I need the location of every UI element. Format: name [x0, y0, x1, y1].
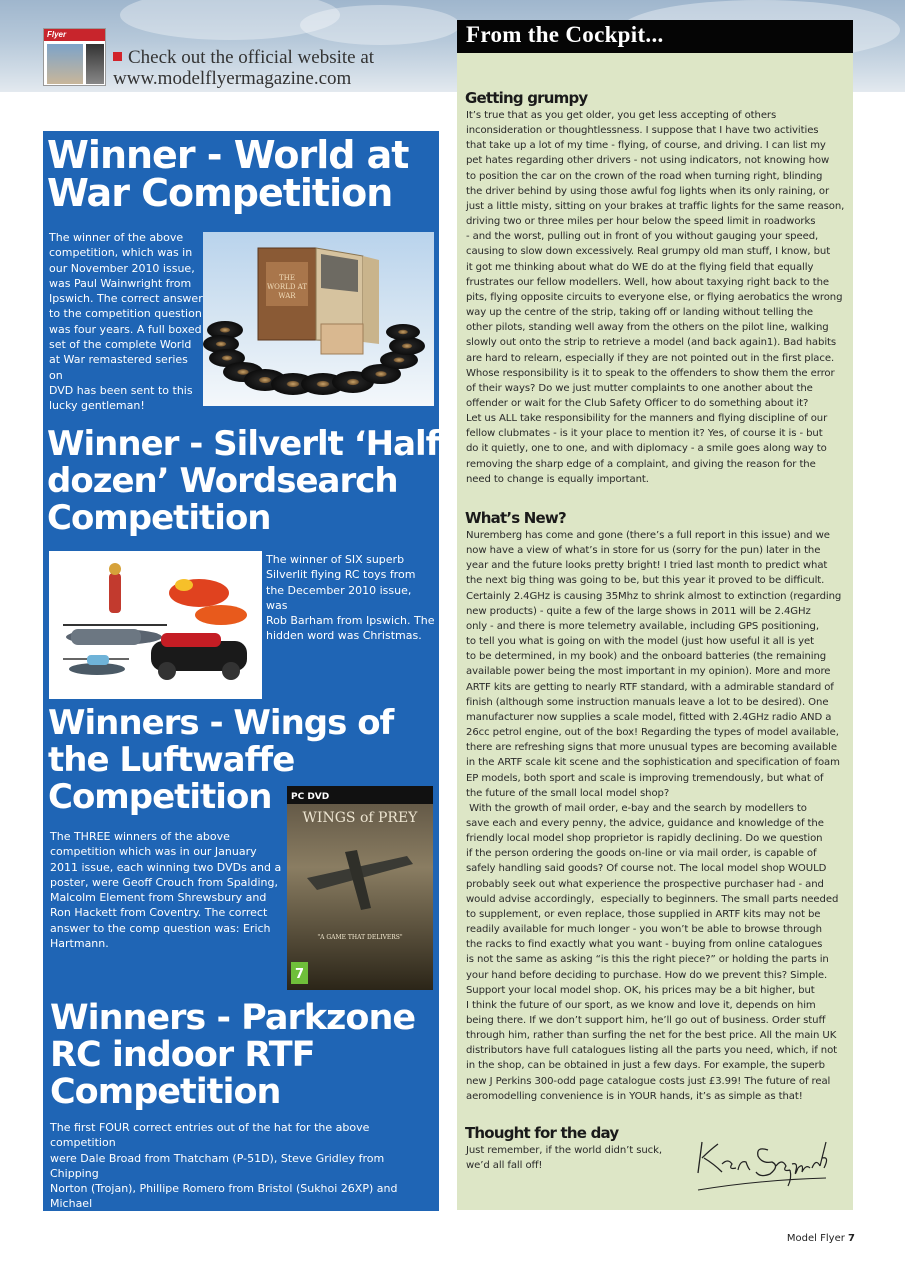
- winner2-body-line: Silverlit flying RC toys from: [266, 568, 416, 582]
- wings-of-prey-cover-image: [287, 786, 433, 990]
- age-rating: 7: [294, 967, 305, 982]
- winner2-body-line: hidden word was Christmas.: [266, 629, 422, 643]
- section-heading-getting-grumpy: Getting grumpy: [465, 89, 588, 107]
- silverlit-toys-image: [49, 551, 262, 699]
- winner4-title-line: RC indoor RTF: [50, 1035, 315, 1075]
- winner2-title-line: dozen’ Wordsearch: [47, 461, 398, 501]
- winner2-body-line: the December 2010 issue, was: [266, 583, 412, 612]
- winner4-body-line: Hudlass from Chichester (Beast). The correct answer to the competition: [50, 1212, 377, 1242]
- winner3-body: [50, 829, 290, 951]
- winner1-body-line: was Paul Wainwright from: [49, 276, 192, 290]
- winner2-title-line: Competition: [47, 498, 271, 538]
- winner3-body-line: Ron Hackett from Coventry. The correct: [50, 906, 268, 920]
- winner1-title-line: War Competition: [47, 171, 393, 215]
- winner1-body-line: competition, which was in: [49, 246, 193, 260]
- winner4-body-line: Norton (Trojan), Phillipe Romero from Bristol (Sukhoi 26XP) and Michael: [50, 1182, 398, 1211]
- winner4-body: [50, 1120, 436, 1258]
- winner1-title-line: Winner - World at: [47, 133, 409, 177]
- winner3-body-line: poster, were Geoff Crouch from Spalding,: [50, 875, 278, 889]
- winner4-title-line: Winners - Parkzone: [50, 998, 416, 1038]
- winner1-body-line: DVD has been sent to this: [49, 383, 193, 397]
- page-folio: [770, 1233, 855, 1244]
- winner1-body-line: to the competition question: [49, 307, 202, 321]
- thumbnail-sidebar: [86, 44, 104, 84]
- box-title-text: THE: [279, 274, 295, 282]
- winner4-title: [50, 1000, 415, 1111]
- website-promo-line: Check out the official website at: [128, 47, 375, 68]
- website-url[interactable]: www.modelflyermagazine.com: [113, 68, 352, 89]
- winner2-body: [266, 552, 436, 644]
- winner1-body-line: Ipswich. The correct answer: [49, 292, 203, 306]
- winner4-body-line: The first FOUR correct entries out of the hat for the above competition: [50, 1121, 370, 1150]
- winner2-title-line: Winner - Silverlt ‘Half: [47, 424, 440, 464]
- winner4-title-line: Competition: [50, 1072, 281, 1112]
- winner3-body-line: The THREE winners of the above: [50, 830, 230, 843]
- page-number: 7: [848, 1233, 855, 1244]
- thumbnail-logo: Flyer: [47, 30, 67, 39]
- website-promo: [113, 47, 443, 89]
- winner1-body-line: at War remastered series on: [49, 353, 188, 382]
- winner2-title: [47, 426, 439, 537]
- winner3-body-line: 2011 issue, each winning two DVDs and a: [50, 860, 282, 874]
- winner1-body-line: set of the complete World: [49, 338, 192, 352]
- cover-badge: PC DVD: [291, 792, 330, 802]
- magazine-cover-thumbnail[interactable]: [43, 28, 106, 86]
- winner1-body-line: our November 2010 issue,: [49, 261, 195, 275]
- winner1-body-line: was four years. A full boxed: [49, 322, 202, 336]
- winner4-body-line: question was 372mm.: [50, 1243, 172, 1257]
- winner3-body-line: answer to the comp question was: Erich: [50, 921, 271, 935]
- cover-tagline: "A GAME THAT DELIVERS": [317, 934, 403, 941]
- world-at-war-dvd-set-image: [203, 232, 434, 406]
- section-body-thought-for-the-day: Just remember, if the world didn’t suck, we’d all fall off!: [466, 1145, 662, 1172]
- winner1-body: [49, 230, 204, 414]
- magazine-name: Model Flyer: [786, 1233, 845, 1244]
- box-title-text: WORLD AT: [266, 283, 308, 291]
- winner3-body-line: Malcolm Element from Shrewsbury and: [50, 891, 267, 905]
- winner3-title-line: the Luftwaffe: [48, 740, 295, 780]
- winner1-body-line: lucky gentleman!: [49, 399, 145, 413]
- winner3-title-line: Winners - Wings of: [48, 703, 394, 743]
- thumbnail-photo: [47, 44, 83, 84]
- cover-title: WINGS of PREY: [302, 810, 418, 826]
- winner1-body-line: The winner of the above: [49, 231, 184, 244]
- bullet-square-icon: [113, 52, 122, 61]
- winner3-body-line: Hartmann.: [50, 937, 109, 951]
- winner1-title: [47, 133, 409, 215]
- box-title-text: WAR: [278, 292, 296, 300]
- section-heading-thought-for-the-day: Thought for the day: [465, 1124, 619, 1142]
- winner3-title-line: Competition: [48, 777, 272, 817]
- section-body-whats-new: Nuremberg has come and gone (there’s a full report in this issue) and we now have a view of what’s in store for us (sorry for the pun) later in the year and the future looks pretty bright! I tried last month to predict what the next big thing was going to be, but this year it proved to be difficult. Certainly 2.4GHz is causing 35Mhz to shrink almost to extinction (regarding new products) - quite a few of the large shows in 2011 will be 2.4GHz only - and there is more telemetry available, including GPS positioning, to tell you what is going on with the model (just how useful it all is yet to be determined, in my book) and the onboard batteries (the remaining available power being the most important in my opinion). More and more ARTF kits are getting to nearly RTF standard, with a admirable standard of finish (although some instruction manuals leave a lot to be desired). One manufacturer now supplies a scale model, fitted with 2.4GHz radio AND a 26cc petrol engine, out of the box! Regarding the types of model available, there are refreshing signs that more unusual types are becoming available in the ARTF scale kit scene and the sophistication and specification of foam EP models, both sport and scale is improving tremendously, but what of the future of the small local model shop? With the growth of mail order, e-bay and the search by modellers to save each and every penny, the advice, guidance and knowledge of the friendly local model shop proprietor is rapidly declining. Do we question if the person ordering the goods on-line or via mail order, is capable of safely handling said goods? Of course not. The local model shop WOULD probably seek out what experience the prospective purchaser had - and would advise accordingly, especially to beginners. The small parts needed to supplement, or even replace, those supplied in ARTF kits may not be readily available for much longer - you won’t be able to browse through the racks to find exactly what you want - buying from online catalogues is not the same as asking “is this the right piece?” or holding the parts in your hand before deciding to purchase. How do we prevent this? Simple. Support your local model shop. OK, his prices may be a bit higher, but I think the future of our sport, as we know and love it, depends on him being there. If we don’t support him, he’ll go out of business. Order stuff through him, rather than surfing the net for the best price. All the main UK distributors have full catalogues listing all the parts you need, which, if not in the shop, can be obtained in just a few days. For example, the superb new J Perkins 300-odd page catalogue costs just £3.99! The future of real aeromodelling convenience is in YOUR hands, it’s as simple as that!: [466, 530, 842, 1102]
- section-body-getting-grumpy: It’s true that as you get older, you get less accepting of others inconsideration or thoughtlessness. I suppose that I have two activities that take up a lot of my time - flying, of course, and driving. I can list my pet hates regarding other drivers - not using indicators, not knowing how to position the car on the crown of the road when turning right, blinding the driver behind by using those awful fog lights when its only raining, or just a little misty, sitting on your brakes at traffic lights for the same reason, driving two or three miles per hour below the speed limit in roadworks - and the worst, pulling out in front of you without gauging your speed, causing to slow down excessively. Real grumpy old man stuff, I know, but it got me thinking about what do WE do at the flying field that equally frustrates our fellow modellers. Well, how about taxying right back to the pits, flying opposite circuits to everyone else, or flying aerobatics the wrong way up the centre of the strip, taking off or landing without telling the other pilots, standing well away from the others on the pilot line, walking slowly out onto the strip to retrieve a model (and back again1). Bad habits are hard to relearn, especially if they are not pointed out in the first place. Whose responsibility is it to speak to the offenders to show them the error of their ways? Do we just mutter complaints to one another about the offender or wait for the Club Safety Officer to do something about it? Let us ALL take responsibility for the manners and flying discipline of our fellow clubmates - is it your place to mention it? Yes, of course it is - but do it quietly, one to one, and with diplomacy - a smile goes along way to removing the sharp edge of a complaint, and giving the reason for the need to change is equally important.: [466, 110, 845, 485]
- section-heading-whats-new: What’s New?: [465, 509, 566, 527]
- winner3-body-line: competition which was in our January: [50, 845, 257, 859]
- winner2-body-line: Rob Barham from Ipswich. The: [266, 614, 435, 628]
- winner2-body-line: The winner of SIX superb: [266, 553, 405, 566]
- editor-signature: [688, 1128, 838, 1198]
- winner4-body-line: were Dale Broad from Thatcham (P-51D), Steve Gridley from Chipping: [50, 1151, 385, 1180]
- cockpit-title: From the Cockpit...: [466, 22, 664, 47]
